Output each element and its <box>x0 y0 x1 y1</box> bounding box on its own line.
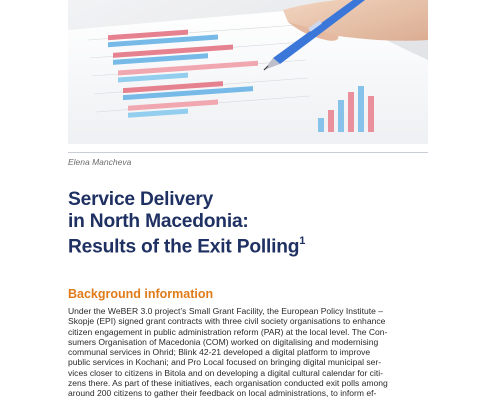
title-line-3 <box>68 232 428 258</box>
body-line: Skopje (EPI) signed grant contracts with three civil society organisations to enhance <box>68 316 386 327</box>
footnote-marker[interactable]: 1 <box>299 235 306 247</box>
photo-caption-rule <box>68 152 428 153</box>
body-line: communal services in Ohrid; Blink 42-21 developed a digital platform to improve <box>68 347 371 358</box>
section-heading: Background information <box>68 287 214 301</box>
body-line: citizen engagement in public administration reform (PAR) at the local level. The Con- <box>68 326 388 337</box>
author-name: Elena Mancheva <box>68 157 132 167</box>
title-line-3-text: Results of the Exit Polling <box>68 236 300 258</box>
body-line: around 200 citizens to gather their feedback on local administrations, to inform ef- <box>68 388 377 399</box>
title-line-1: Service Delivery <box>68 189 214 210</box>
chart-report-photo-icon <box>68 0 428 144</box>
body-line: Under the WeBER 3.0 project’s Small Grant Facility, the European Policy Institute – <box>68 306 383 316</box>
body-line: public services in Kochani; and Pro Local focused on bringing digital municipal ser- <box>68 357 382 368</box>
body-line: zens there. As part of these initiatives, each organisation conducted exit polls among <box>68 378 388 389</box>
body-line: sumers Organisation of Macedonia (COM) worked on digitalising and modernising <box>68 336 379 347</box>
article-title <box>68 189 428 258</box>
header-photo <box>68 0 428 144</box>
body-paragraph <box>68 306 428 399</box>
title-line-2: in North Macedonia: <box>68 210 249 232</box>
body-line: vices closer to citizens in Bitola and on developing a digital cultural calendar for citi- <box>68 367 383 378</box>
